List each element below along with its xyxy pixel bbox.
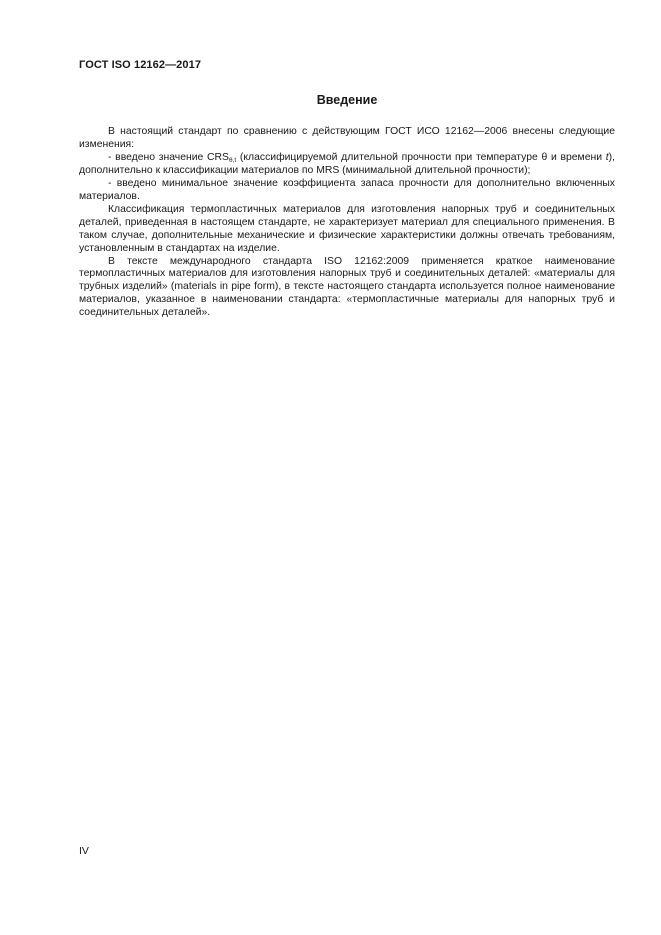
- paragraph-intro: В настоящий стандарт по сравнению с действующим ГОСТ ИСО 12162—2006 внесены следующие изменения:: [79, 126, 615, 150]
- list-item-crs: [79, 152, 615, 178]
- paragraph-terminology: В тексте международного стандарта ISO 12162:2009 применяется краткое наименование термопластичных материалов для изготовления напорных труб и соединительных деталей: «материалы для трубных изделий» (materials in pipe form), в тексте настоящего стандарта используется полное наименование материалов, указанное в наименовании стандарта: «термопластичные материалы для напорных труб и соединительных деталей».: [79, 255, 615, 319]
- list-item-safety-factor: - введено минимальное значение коэффициента запаса прочности для дополнительно включенных материалов.: [79, 177, 615, 202]
- list-item-crs-text-1: - введено значение CRS: [108, 151, 229, 163]
- crs-subscript: θ,t: [228, 156, 237, 164]
- list-item-crs-text-2: (классифицируемой длительной прочности при температуре θ и времени: [236, 151, 606, 163]
- time-variable: t: [605, 151, 609, 163]
- page-number: IV: [79, 845, 89, 857]
- paragraph-classification: Классификация термопластичных материалов для изготовления напорных труб и соединительных деталей, приведенная в настоящем стандарте, не характеризует материал для специального применения. В таком случае, дополнительные механические и физические характеристики должны отвечать требованиям, установленным в стандартах на изделие.: [79, 203, 615, 254]
- document-code-header: ГОСТ ISO 12162—2017: [79, 59, 202, 71]
- list-item-crs-text-3: ), дополнительно к классификации материалов по MRS (минимальной длительной прочности);: [79, 151, 615, 176]
- section-title: Введение: [316, 93, 378, 107]
- body-text: [79, 126, 615, 320]
